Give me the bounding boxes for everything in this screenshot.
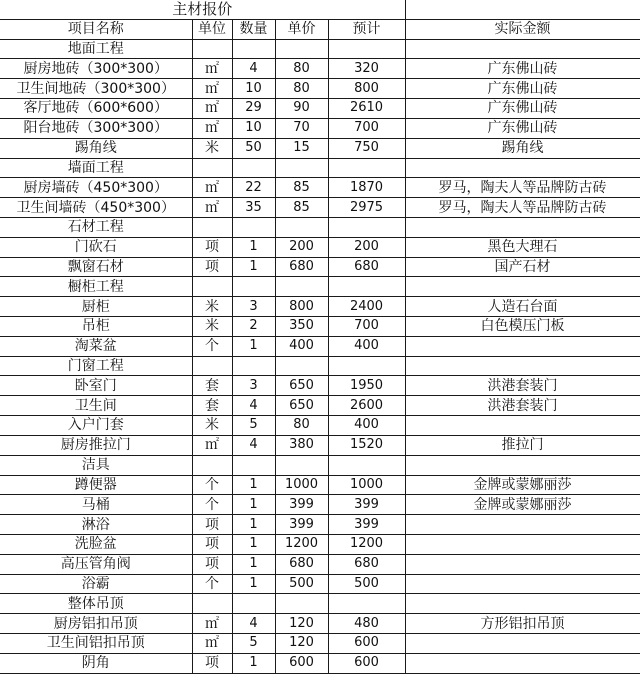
actual-cell: 洪港套装门: [405, 396, 640, 416]
unit-cell: 米: [192, 317, 232, 337]
estimate-cell: 680: [328, 257, 405, 277]
price-cell: 400: [275, 336, 328, 356]
qty-cell: 1: [232, 554, 275, 574]
item-name: 卫生间墙砖（450*300）: [0, 198, 192, 218]
price-cell: 680: [275, 554, 328, 574]
item-name: 飘窗石材: [0, 257, 192, 277]
price-cell: 600: [275, 653, 328, 673]
item-name: 厨房地砖（300*300）: [0, 59, 192, 79]
estimate-cell: 750: [328, 138, 405, 158]
actual-cell: [405, 39, 640, 59]
qty-cell: 1: [232, 495, 275, 515]
estimate-cell: 2610: [328, 99, 405, 119]
actual-cell: [405, 534, 640, 554]
price-cell: 1000: [275, 475, 328, 495]
unit-cell: 项: [192, 534, 232, 554]
price-cell: 120: [275, 614, 328, 634]
unit-cell: 米: [192, 138, 232, 158]
price-cell: 90: [275, 99, 328, 119]
table-row: [0, 515, 640, 535]
actual-cell: 洪港套装门: [405, 376, 640, 396]
price-cell: 80: [275, 79, 328, 99]
item-name: 厨柜: [0, 297, 192, 317]
actual-cell: [405, 515, 640, 535]
qty-cell: 4: [232, 59, 275, 79]
section-name: 门窗工程: [0, 356, 192, 376]
table-row: [0, 475, 640, 495]
header-estimate: 预计: [328, 19, 405, 39]
estimate-cell: [328, 455, 405, 475]
price-cell: 399: [275, 515, 328, 535]
unit-cell: [192, 217, 232, 237]
estimate-cell: 400: [328, 336, 405, 356]
estimate-cell: 200: [328, 237, 405, 257]
unit-cell: 个: [192, 574, 232, 594]
qty-cell: 10: [232, 79, 275, 99]
actual-cell: [405, 277, 640, 297]
section-name: 整体吊顶: [0, 594, 192, 614]
qty-cell: 22: [232, 178, 275, 198]
item-name: 高压管角阀: [0, 554, 192, 574]
table-row: [0, 416, 640, 436]
actual-cell: [405, 634, 640, 654]
qty-cell: 1: [232, 515, 275, 535]
price-cell: 650: [275, 396, 328, 416]
qty-cell: [232, 455, 275, 475]
actual-cell: 罗马，陶夫人等品牌防古砖: [405, 178, 640, 198]
table-row: [0, 317, 640, 337]
price-cell: 15: [275, 138, 328, 158]
qty-cell: 1: [232, 574, 275, 594]
unit-cell: [192, 39, 232, 59]
qty-cell: 4: [232, 396, 275, 416]
estimate-cell: 1950: [328, 376, 405, 396]
item-name: 厨房墙砖（450*300）: [0, 178, 192, 198]
price-cell: [275, 217, 328, 237]
actual-cell: 金牌或蒙娜丽莎: [405, 495, 640, 515]
qty-cell: 29: [232, 99, 275, 119]
unit-cell: ㎡: [192, 79, 232, 99]
estimate-cell: 480: [328, 614, 405, 634]
actual-cell: 广东佛山砖: [405, 79, 640, 99]
actual-cell: 广东佛山砖: [405, 59, 640, 79]
price-cell: [275, 277, 328, 297]
qty-cell: [232, 594, 275, 614]
actual-cell: [405, 594, 640, 614]
item-name: 卫生间: [0, 396, 192, 416]
qty-cell: 35: [232, 198, 275, 218]
estimate-cell: 2400: [328, 297, 405, 317]
actual-cell: 罗马，陶夫人等品牌防古砖: [405, 198, 640, 218]
estimate-cell: 2600: [328, 396, 405, 416]
unit-cell: ㎡: [192, 178, 232, 198]
unit-cell: ㎡: [192, 118, 232, 138]
table-row: [0, 178, 640, 198]
actual-cell: [405, 158, 640, 178]
estimate-cell: 1520: [328, 435, 405, 455]
table-row: [0, 118, 640, 138]
price-cell: 350: [275, 317, 328, 337]
item-name: 厨房铝扣吊顶: [0, 614, 192, 634]
price-cell: 70: [275, 118, 328, 138]
unit-cell: 项: [192, 554, 232, 574]
unit-cell: 米: [192, 297, 232, 317]
estimate-cell: 1200: [328, 534, 405, 554]
qty-cell: [232, 277, 275, 297]
unit-cell: 套: [192, 396, 232, 416]
table-row: [0, 257, 640, 277]
estimate-cell: [328, 277, 405, 297]
qty-cell: 1: [232, 237, 275, 257]
section-row: [0, 356, 640, 376]
price-cell: [275, 158, 328, 178]
section-row: [0, 39, 640, 59]
estimate-cell: 700: [328, 317, 405, 337]
estimate-cell: [328, 594, 405, 614]
item-name: 马桶: [0, 495, 192, 515]
price-cell: 500: [275, 574, 328, 594]
actual-cell: [405, 416, 640, 436]
qty-cell: 5: [232, 634, 275, 654]
header-price: 单价: [275, 19, 328, 39]
unit-cell: ㎡: [192, 198, 232, 218]
sheet-title: 主材报价: [0, 0, 405, 19]
table-row: [0, 297, 640, 317]
section-row: [0, 277, 640, 297]
estimate-cell: 600: [328, 653, 405, 673]
section-row: [0, 217, 640, 237]
price-cell: 85: [275, 178, 328, 198]
item-name: 蹲便器: [0, 475, 192, 495]
actual-cell: [405, 574, 640, 594]
table-row: [0, 574, 640, 594]
table-row: [0, 79, 640, 99]
unit-cell: 个: [192, 336, 232, 356]
unit-cell: ㎡: [192, 99, 232, 119]
section-name: 洁具: [0, 455, 192, 475]
item-name: 淋浴: [0, 515, 192, 535]
unit-cell: 个: [192, 475, 232, 495]
estimate-cell: 680: [328, 554, 405, 574]
table-row: [0, 376, 640, 396]
unit-cell: [192, 356, 232, 376]
price-cell: 800: [275, 297, 328, 317]
section-row: [0, 594, 640, 614]
qty-cell: 1: [232, 336, 275, 356]
estimate-cell: 399: [328, 495, 405, 515]
section-name: 橱柜工程: [0, 277, 192, 297]
unit-cell: ㎡: [192, 614, 232, 634]
actual-cell: [405, 336, 640, 356]
estimate-cell: 1000: [328, 475, 405, 495]
item-name: 卫生间地砖（300*300）: [0, 79, 192, 99]
section-name: 墙面工程: [0, 158, 192, 178]
item-name: 入户门套: [0, 416, 192, 436]
price-cell: 650: [275, 376, 328, 396]
estimate-cell: [328, 158, 405, 178]
section-row: [0, 455, 640, 475]
header-name: 项目名称: [0, 19, 192, 39]
actual-cell: 方形铝扣吊顶: [405, 614, 640, 634]
table-row: [0, 396, 640, 416]
unit-cell: 项: [192, 257, 232, 277]
price-cell: [275, 455, 328, 475]
price-cell: 1200: [275, 534, 328, 554]
qty-cell: 3: [232, 297, 275, 317]
actual-cell: [405, 653, 640, 673]
actual-cell: [405, 217, 640, 237]
header-unit: 单位: [192, 19, 232, 39]
estimate-cell: [328, 356, 405, 376]
unit-cell: ㎡: [192, 634, 232, 654]
price-cell: 380: [275, 435, 328, 455]
actual-cell: 黑色大理石: [405, 237, 640, 257]
qty-cell: 4: [232, 435, 275, 455]
estimate-cell: 600: [328, 634, 405, 654]
unit-cell: 项: [192, 237, 232, 257]
qty-cell: [232, 158, 275, 178]
unit-cell: 米: [192, 416, 232, 436]
qty-cell: 5: [232, 416, 275, 436]
qty-cell: 10: [232, 118, 275, 138]
price-cell: [275, 39, 328, 59]
item-name: 阴角: [0, 653, 192, 673]
actual-cell: 白色模压门板: [405, 317, 640, 337]
section-row: [0, 158, 640, 178]
qty-cell: 1: [232, 475, 275, 495]
table-row: [0, 237, 640, 257]
unit-cell: [192, 277, 232, 297]
unit-cell: 个: [192, 495, 232, 515]
header-actual: 实际金额: [405, 19, 640, 39]
price-cell: 120: [275, 634, 328, 654]
qty-cell: [232, 39, 275, 59]
estimate-cell: 700: [328, 118, 405, 138]
header-qty: 数量: [232, 19, 275, 39]
table-row: [0, 634, 640, 654]
estimate-cell: 2975: [328, 198, 405, 218]
table-row: [0, 435, 640, 455]
table-row: [0, 534, 640, 554]
qty-cell: [232, 217, 275, 237]
price-cell: 85: [275, 198, 328, 218]
qty-cell: 1: [232, 653, 275, 673]
item-name: 踢角线: [0, 138, 192, 158]
unit-cell: 项: [192, 653, 232, 673]
estimate-cell: [328, 217, 405, 237]
table-row: [0, 495, 640, 515]
item-name: 卫生间铝扣吊顶: [0, 634, 192, 654]
table-row: [0, 99, 640, 119]
actual-cell: [405, 455, 640, 475]
price-cell: 80: [275, 59, 328, 79]
item-name: 阳台地砖（300*300）: [0, 118, 192, 138]
unit-cell: ㎡: [192, 59, 232, 79]
table-row: [0, 198, 640, 218]
section-name: 地面工程: [0, 39, 192, 59]
qty-cell: 50: [232, 138, 275, 158]
actual-cell: 人造石台面: [405, 297, 640, 317]
price-cell: 399: [275, 495, 328, 515]
item-name: 淘菜盆: [0, 336, 192, 356]
estimate-cell: 800: [328, 79, 405, 99]
qty-cell: 1: [232, 534, 275, 554]
item-name: 洗脸盆: [0, 534, 192, 554]
estimate-cell: 500: [328, 574, 405, 594]
actual-cell: [405, 356, 640, 376]
qty-cell: 4: [232, 614, 275, 634]
qty-cell: 3: [232, 376, 275, 396]
item-name: 厨房推拉门: [0, 435, 192, 455]
item-name: 吊柜: [0, 317, 192, 337]
actual-cell: 踢角线: [405, 138, 640, 158]
table-row: [0, 138, 640, 158]
item-name: 卧室门: [0, 376, 192, 396]
actual-cell: 推拉门: [405, 435, 640, 455]
section-name: 石材工程: [0, 217, 192, 237]
estimate-cell: 399: [328, 515, 405, 535]
item-name: 门砍石: [0, 237, 192, 257]
price-cell: 200: [275, 237, 328, 257]
table-row: [0, 614, 640, 634]
estimate-cell: 320: [328, 59, 405, 79]
table-row: [0, 554, 640, 574]
table-row: [0, 653, 640, 673]
estimate-cell: 1870: [328, 178, 405, 198]
price-cell: 80: [275, 416, 328, 436]
unit-cell: 套: [192, 376, 232, 396]
actual-cell: 广东佛山砖: [405, 99, 640, 119]
title-blank-cell: [405, 0, 640, 19]
table-row: [0, 59, 640, 79]
price-cell: [275, 594, 328, 614]
qty-cell: 1: [232, 257, 275, 277]
price-cell: 680: [275, 257, 328, 277]
unit-cell: ㎡: [192, 435, 232, 455]
unit-cell: 项: [192, 515, 232, 535]
title-row: [0, 0, 640, 19]
estimate-cell: [328, 39, 405, 59]
qty-cell: 2: [232, 317, 275, 337]
unit-cell: [192, 158, 232, 178]
actual-cell: 金牌或蒙娜丽莎: [405, 475, 640, 495]
item-name: 客厅地砖（600*600）: [0, 99, 192, 119]
actual-cell: [405, 554, 640, 574]
unit-cell: [192, 455, 232, 475]
item-name: 浴霸: [0, 574, 192, 594]
estimate-cell: 400: [328, 416, 405, 436]
table-row: [0, 336, 640, 356]
header-row: [0, 19, 640, 39]
unit-cell: [192, 594, 232, 614]
actual-cell: 广东佛山砖: [405, 118, 640, 138]
price-cell: [275, 356, 328, 376]
actual-cell: 国产石材: [405, 257, 640, 277]
qty-cell: [232, 356, 275, 376]
